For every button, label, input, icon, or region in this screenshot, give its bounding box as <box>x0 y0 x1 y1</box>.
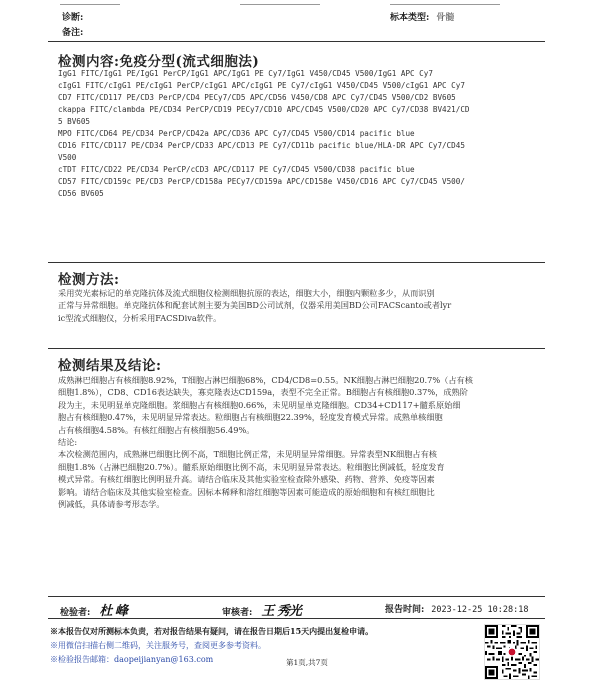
content-line: IgG1 FITC/IgG1 PE/IgG1 PerCP/IgG1 APC/IgG1 PE Cy7/IgG1 V450/CD45 V500/IgG1 APC Cy7 <box>58 69 433 78</box>
specimen-type-value: 骨髓 <box>436 13 455 23</box>
method-line: 采用荧光素标记的单克隆抗体及流式细胞仪检测细胞抗原的表达，细胞大小，细胞内颗粒多少，从而识别 <box>58 288 435 298</box>
content-line: V500 <box>58 153 77 162</box>
result-line: 细胞1.8%（占淋巴细胞20.7%）。髓系原始细胞比例不高，未见明显异常表达。粒细胞比例减低，轻度发育 <box>58 461 445 472</box>
footer-bottom-rule <box>48 618 545 619</box>
content-line: cIgG1 FITC/cIgG1 PE/cIgG1 PerCP/cIgG1 APC/cIgG1 PE Cy7/cIgG1 V450/CD45 V500/cIgG1 APC Cy7 <box>58 81 465 90</box>
divider <box>48 41 545 42</box>
header-cut-line-2 <box>240 0 320 5</box>
result-line: 成熟淋巴细胞占有核细胞8.92%，T细胞占淋巴细胞68%，CD4/CD8=0.55。NK细胞占淋巴细胞20.7%（占有核 <box>58 375 473 385</box>
result-line: 本次检测范围内，成熟淋巴细胞比例不高，T细胞比例正常，未见明显异常细胞。异常表型NK细胞占有核 <box>58 449 437 460</box>
specimen-type-label: 标本类型: <box>390 13 430 23</box>
method-line: ic型流式细胞仪，分析采用FACSDiva软件。 <box>58 312 222 323</box>
tester-block <box>60 600 127 619</box>
notice-email: ※检验报告邮箱：daopeijianyan@163.com <box>50 655 214 664</box>
result-line: 细胞1.8%），CD8、CD16表达缺失，寡克隆表达CD159a，表型不完全正常。B细胞占有核细胞0.37%，成熟阶 <box>58 387 468 398</box>
content-line: CD7 FITC/CD117 PE/CD3 PerCP/CD4 PECy7/CD5 APC/CD56 V450/CD8 APC Cy7/CD45 V500/CD2 BV605 <box>58 93 456 102</box>
divider <box>48 348 545 349</box>
content-line: cTDT FITC/CD22 PE/CD34 PerCP/cCD3 APC/CD117 PE Cy7/CD45 V500/CD38 pacific blue <box>58 165 415 174</box>
method-line: 正常与异常细胞。单克隆抗体和配套试剂主要为美国BD公司试剂，仪器采用美国BD公司FACScanto或者lyr <box>58 300 452 311</box>
content-line: ckappa FITC/clambda PE/CD34 PerCP/CD19 PECy7/CD10 APC/CD45 V500/CD20 APC Cy7/CD38 BV421/CD <box>58 105 470 114</box>
content-line: CD56 BV605 <box>58 189 104 198</box>
report-time-value: 2023-12-25 10:28:18 <box>431 605 529 615</box>
content-section-lines <box>58 68 469 200</box>
specimen-type <box>390 10 454 23</box>
report-time-label: 报告时间: <box>385 605 425 615</box>
content-line: 5 BV605 <box>58 117 91 126</box>
tester-label: 检验者: <box>60 608 91 618</box>
content-line: CD16 FITC/CD117 PE/CD34 PerCP/CD33 APC/CD13 PE Cy7/CD11b pacific blue/HLA-DR APC Cy7/CD45 <box>58 141 465 150</box>
content-section-title: 检测内容:免疫分型(流式细胞法) <box>58 54 260 70</box>
remarks-label: 备注: <box>62 28 84 38</box>
page-indicator: 第1页,共7页 <box>286 658 328 667</box>
tester-signature: 杜 峰 <box>99 604 127 619</box>
divider <box>48 262 545 263</box>
method-section-title: 检测方法: <box>58 272 120 288</box>
result-section-lines <box>58 374 548 510</box>
conclusion-label: 结论: <box>58 437 78 448</box>
result-line: 影响。请结合临床及其他实验室检查。因标本稀释和溶红细胞等因素可能造成的原始细胞和有核红细胞比 <box>58 486 435 497</box>
result-section-title: 检测结果及结论: <box>58 358 162 374</box>
content-line: CD57 FITC/CD159c PE/CD3 PerCP/CD158a PECy7/CD159a APC/CD158e V450/CD16 APC Cy7/CD45 V500/ <box>58 177 465 186</box>
result-line: 胞占有核细胞0.47%，未见明显异常表达。粒细胞占有核细胞22.39%，轻度发育模式异常。成熟单核细胞 <box>58 412 443 423</box>
diagnosis-label: 诊断: <box>62 13 84 23</box>
header-cut-line-1 <box>60 0 120 5</box>
result-line: 段为主，未见明显单克隆细胞。浆细胞占有核细胞0.66%，未见明显单克隆细胞。CD34+CD117+髓系原始细 <box>58 399 461 410</box>
footer-top-rule <box>48 596 545 597</box>
qr-code-icon[interactable] <box>484 624 540 680</box>
result-line: 模式异常。有核红细胞比例明显升高。请结合临床及其他实验室检查除外感染、药物、营养、免疫等因素 <box>58 474 435 485</box>
result-line: 例减低，具体请参考形态学。 <box>58 499 165 510</box>
reviewer-label: 审核者: <box>222 608 253 618</box>
result-line: 占有核细胞4.58%。有核红细胞占有核细胞56.49%。 <box>58 424 255 435</box>
reviewer-block <box>222 600 301 619</box>
reviewer-signature: 王 秀光 <box>261 604 301 619</box>
content-line: MPO FITC/CD64 PE/CD34 PerCP/CD42a APC/CD36 APC Cy7/CD45 V500/CD14 pacific blue <box>58 129 415 138</box>
report-time-block <box>385 602 528 615</box>
notice-wechat: ※用微信扫描右侧二维码，关注服务号，查阅更多参考资料。 <box>50 641 266 650</box>
notice-recheck: ※本报告仅对所测标本负责，若对报告结果有疑问，请在报告日期后15天内提出复检申请。 <box>50 626 374 636</box>
header-cut-line-3 <box>390 0 500 5</box>
method-section-lines <box>58 287 548 324</box>
